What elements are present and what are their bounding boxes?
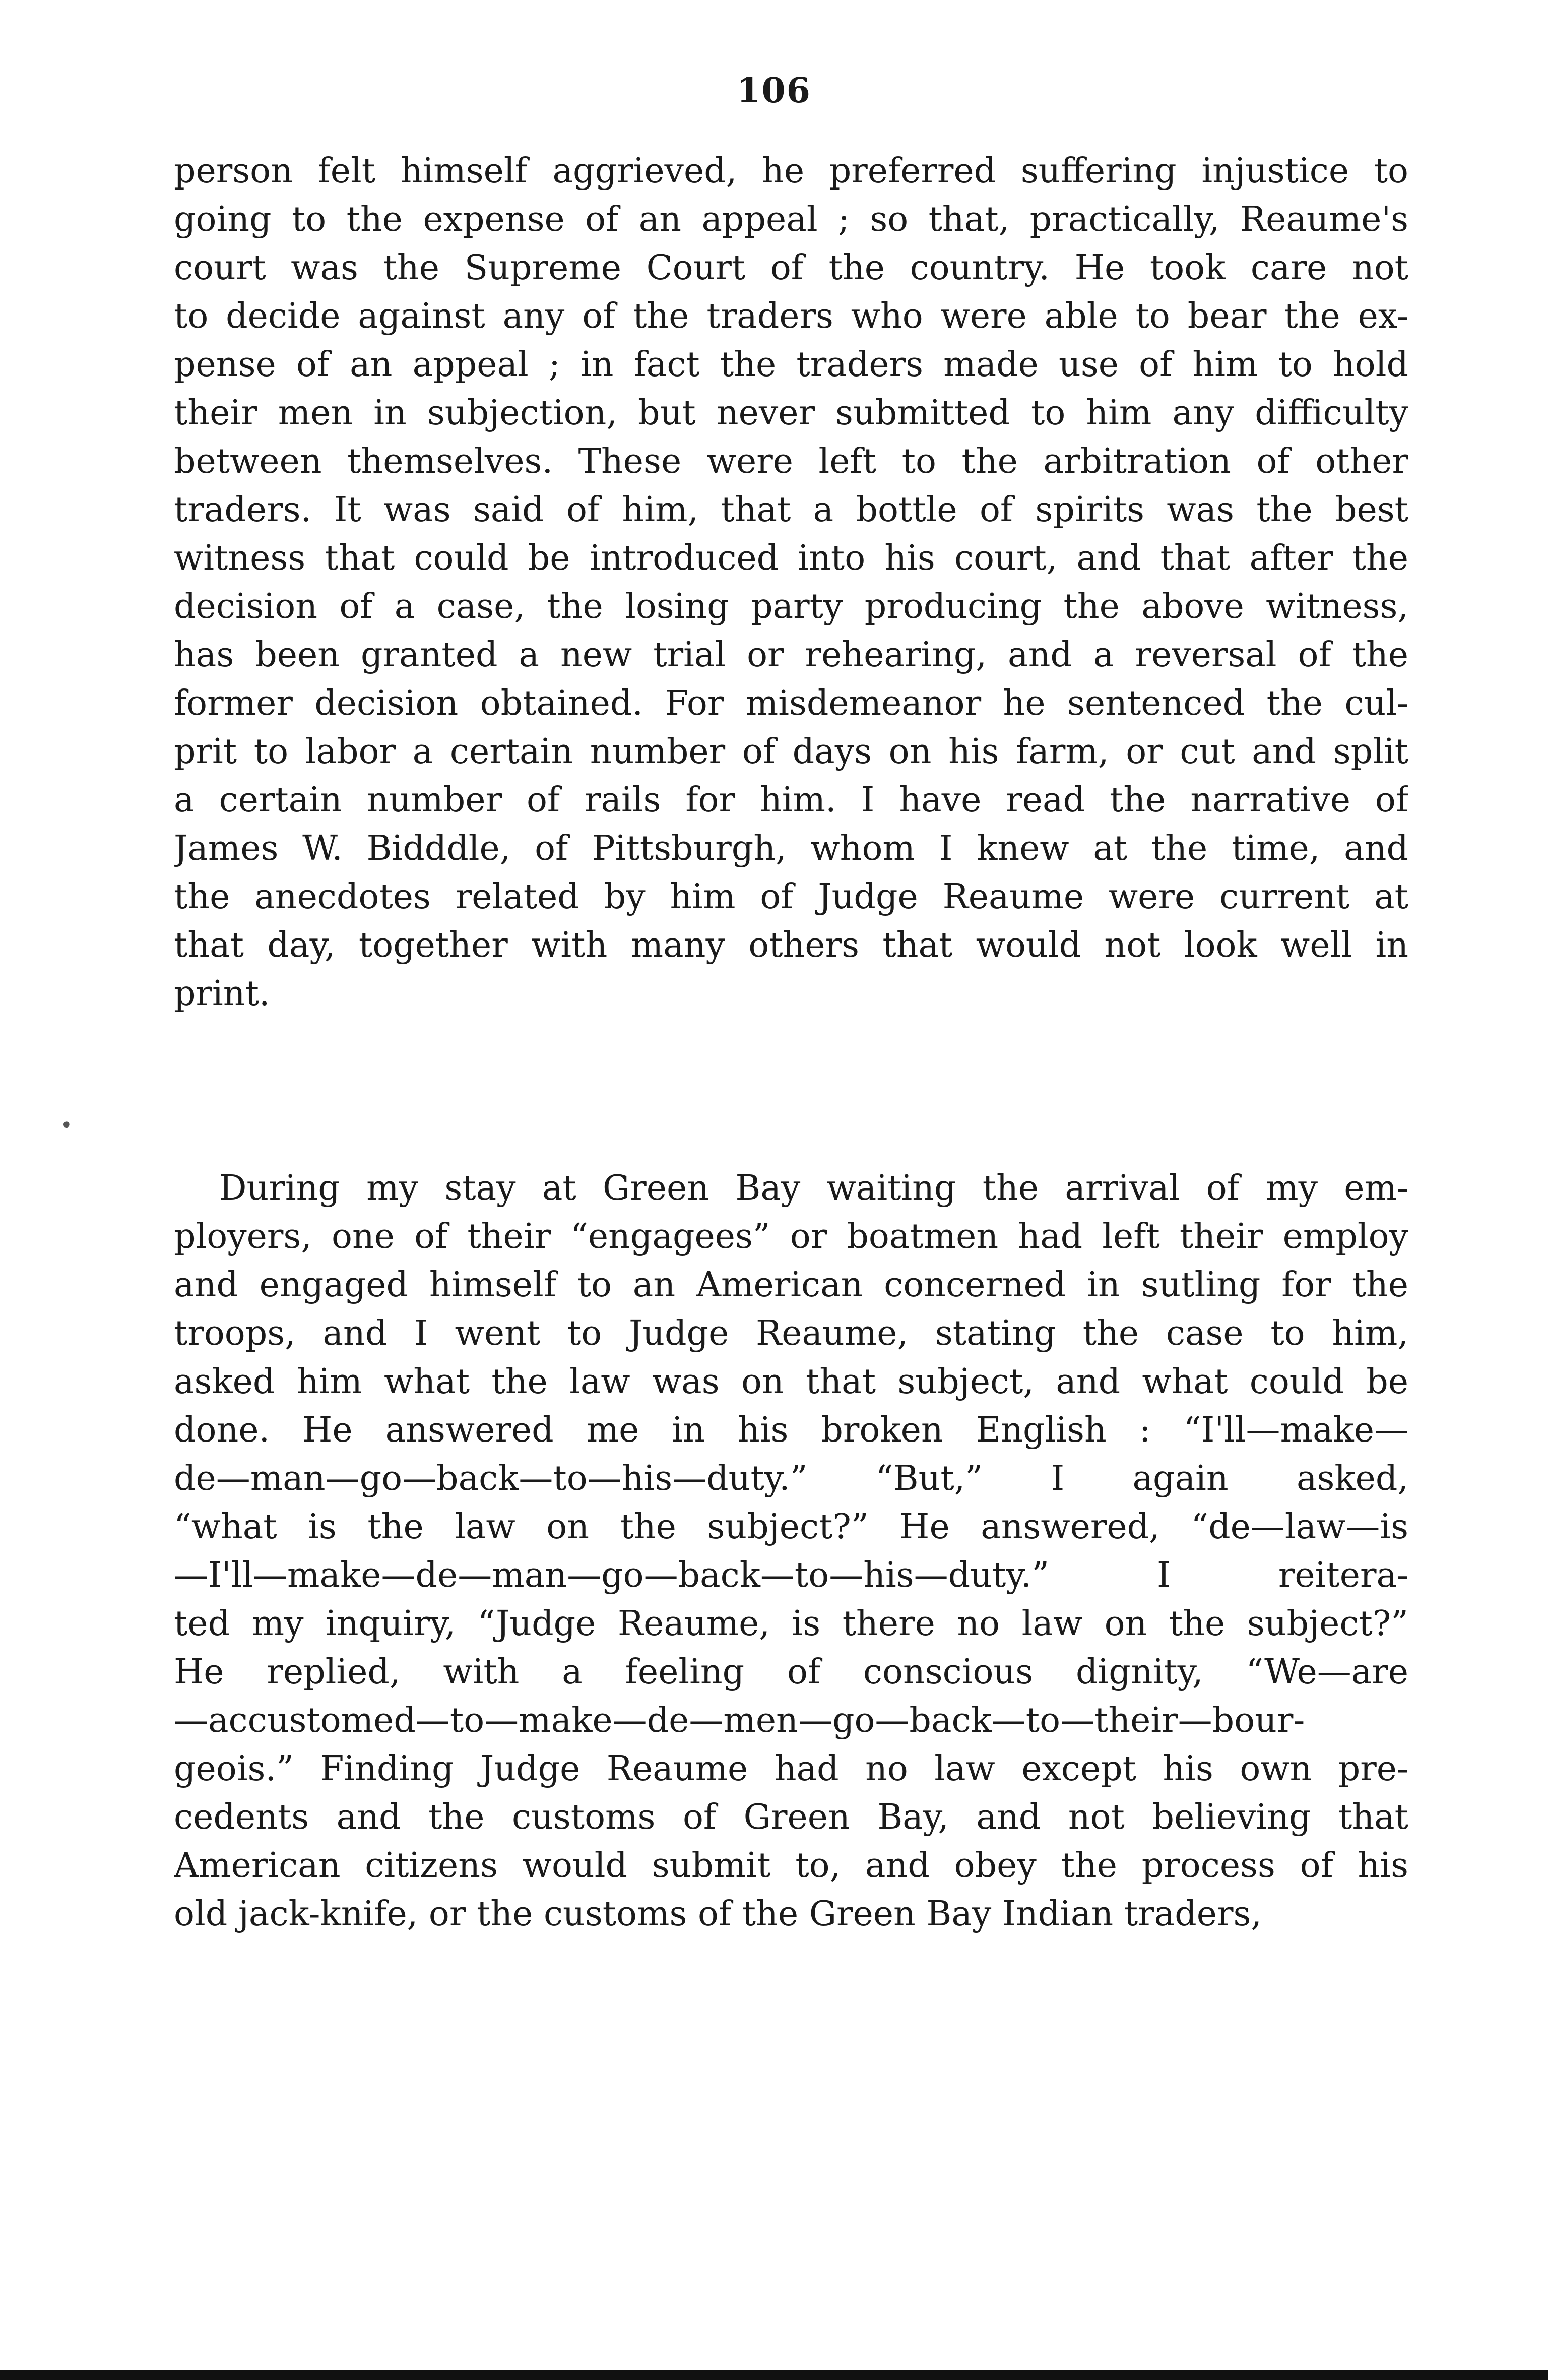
- text-line: —accustomed—to—make—de—men—go—back—to—their—bour-: [174, 1701, 1305, 1740]
- text-line: “what is the law on the subject?” He answered, “de—law—is: [174, 1507, 1408, 1547]
- text-line: ted my inquiry, “Judge Reaume, is there no law on the subject?”: [174, 1604, 1408, 1644]
- text-line: has been granted a new trial or rehearing, and a reversal of the: [174, 635, 1408, 675]
- text-line: James W. Bidddle, of Pittsburgh, whom I knew at the time, and: [174, 829, 1408, 868]
- text-line: prit to labor a certain number of days on his farm, or cut and split: [174, 732, 1408, 772]
- text-line: ployers, one of their “engagees” or boatmen had left their employ: [174, 1217, 1408, 1257]
- text-line: cedents and the customs of Green Bay, and not believing that: [174, 1797, 1408, 1837]
- text-line: —I'll—make—de—man—go—back—to—his—duty.” I reitera-: [174, 1555, 1408, 1595]
- text-line: done. He answered me in his broken English : “I'll—make—: [174, 1410, 1408, 1450]
- text-line: American citizens would submit to, and obey the process of his: [174, 1846, 1408, 1886]
- text-line: between themselves. These were left to the arbitration of other: [174, 442, 1408, 481]
- text-line: and engaged himself to an American concerned in sutling for the: [174, 1265, 1408, 1305]
- text-line: person felt himself aggrieved, he preferred suffering injustice to: [174, 151, 1408, 191]
- text-line: court was the Supreme Court of the country. He took care not: [174, 248, 1408, 288]
- text-line: He replied, with a feeling of conscious dignity, “We—are: [174, 1652, 1408, 1692]
- text-line: their men in subjection, but never submitted to him any difficulty: [174, 393, 1408, 433]
- text-line: that day, together with many others that would not look well in: [174, 925, 1408, 965]
- text-line: traders. It was said of him, that a bottle of spirits was the best: [174, 490, 1408, 530]
- text-line: de—man—go—back—to—his—duty.” “But,” I again asked,: [174, 1459, 1408, 1498]
- text-line: print.: [174, 974, 270, 1014]
- scan-bottom-edge: [0, 2370, 1548, 2380]
- text-line: a certain number of rails for him. I have read the narrative of: [174, 780, 1408, 820]
- paragraph-1: [174, 147, 1408, 1018]
- text-line: going to the expense of an appeal ; so that, practically, Reaume's: [174, 200, 1408, 239]
- text-line: former decision obtained. For misdemeanor he sentenced the cul-: [174, 683, 1408, 723]
- text-line: old jack-knife, or the customs of the Green Bay Indian traders,: [174, 1894, 1262, 1934]
- text-line: decision of a case, the losing party producing the above witness,: [174, 587, 1408, 627]
- text-line: geois.” Finding Judge Reaume had no law except his own pre-: [174, 1749, 1408, 1789]
- text-line: the anecdotes related by him of Judge Reaume were current at: [174, 877, 1408, 917]
- text-line: witness that could be introduced into his court, and that after the: [174, 538, 1408, 578]
- text-line: During my stay at Green Bay waiting the arrival of my em-: [219, 1168, 1408, 1208]
- margin-speck: •: [60, 1114, 73, 1137]
- page-number: 106: [737, 71, 811, 111]
- text-line: asked him what the law was on that subject, and what could be: [174, 1362, 1408, 1402]
- paragraph-2: [174, 1164, 1408, 1938]
- text-line: pense of an appeal ; in fact the traders made use of him to hold: [174, 345, 1408, 385]
- text-line: to decide against any of the traders who were able to bear the ex-: [174, 296, 1408, 336]
- text-line: troops, and I went to Judge Reaume, stating the case to him,: [174, 1313, 1408, 1353]
